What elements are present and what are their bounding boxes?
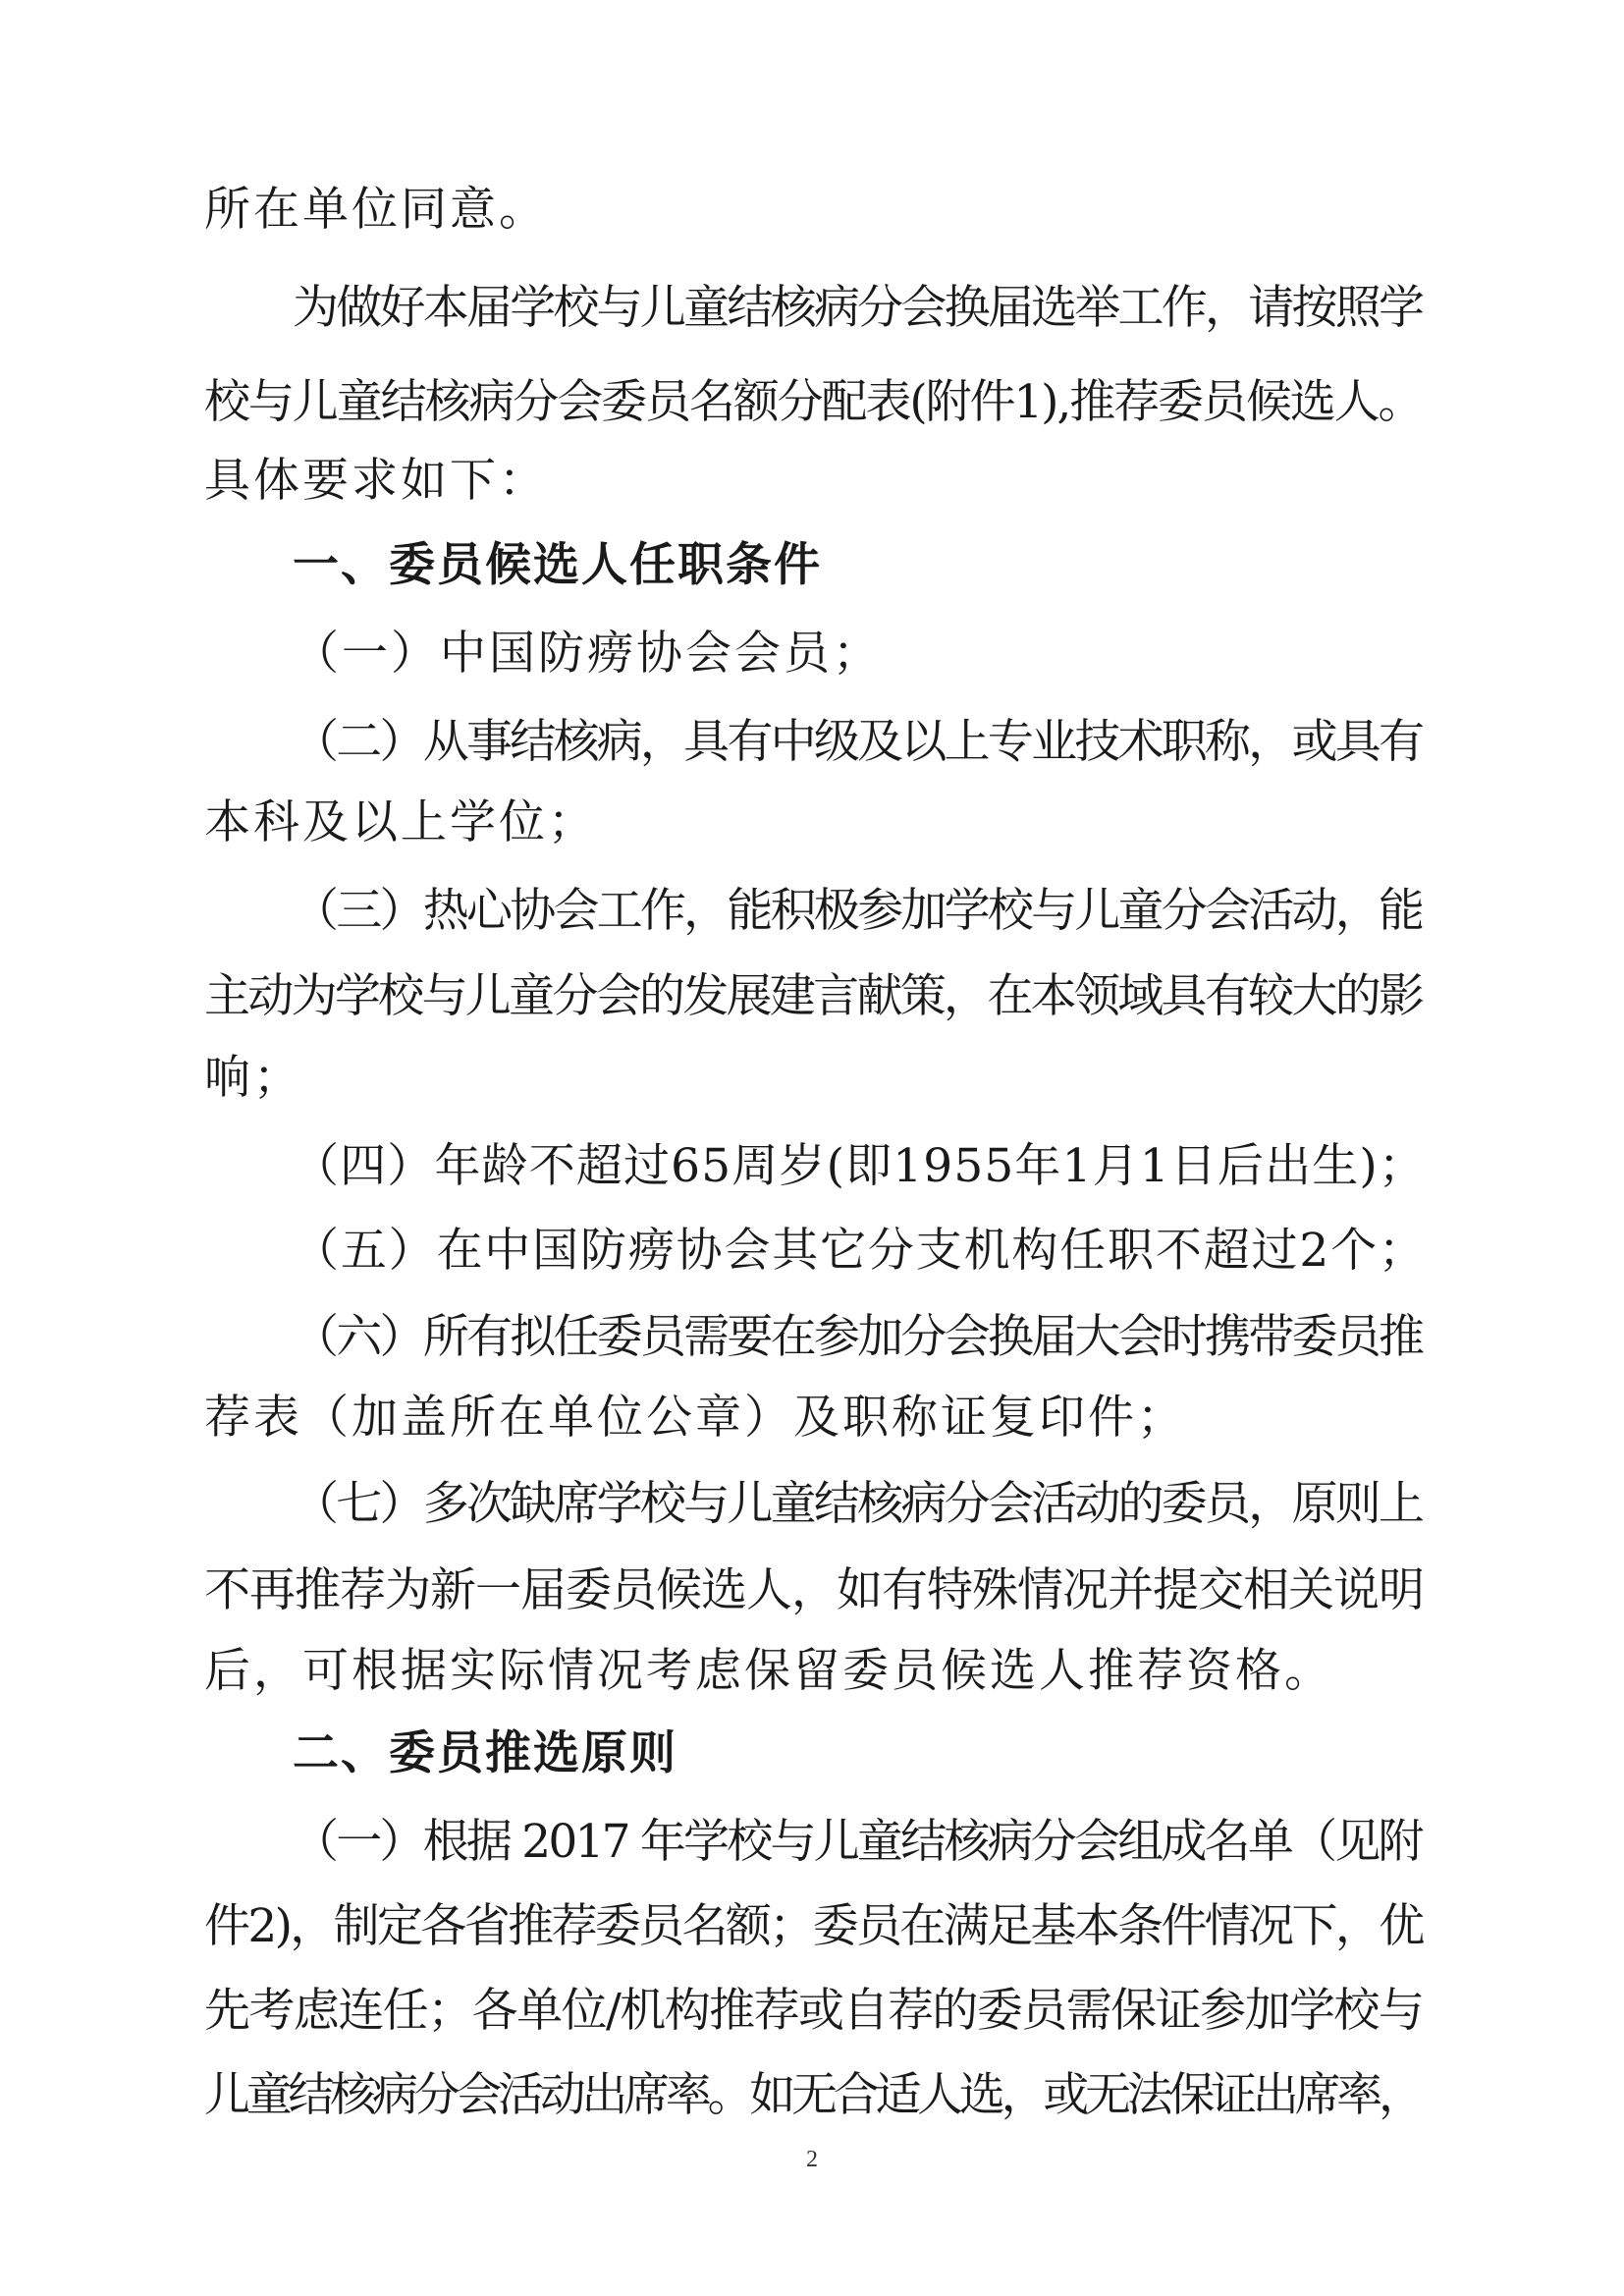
- body-line: （四）年龄不超过65周岁(即1955年1月1日后出生)；: [293, 1139, 1427, 1193]
- body-line: （七）多次缺席学校与儿童结核病分会活动的委员，原则上: [293, 1477, 1423, 1531]
- body-line: （三）热心协会工作，能积极参加学校与儿童分会活动，能: [293, 884, 1423, 938]
- body-line: 荐表（加盖所在单位公章）及职称证复印件；: [204, 1391, 1186, 1445]
- body-line: （一）根据 2017 年学校与儿童结核病分会组成名单（见附: [293, 1815, 1422, 1869]
- body-line: 不再推荐为新一届委员候选人，如有特殊情况并提交相关说明: [204, 1563, 1424, 1617]
- body-line: 主动为学校与儿童分会的发展建言献策，在本领域具有较大的影: [204, 969, 1423, 1023]
- body-line: 所在单位同意。: [204, 183, 548, 237]
- body-line: 儿童结核病分会活动出席率。如无合适人选，或无法保证出席率，: [204, 2068, 1421, 2122]
- body-line: 校与儿童结核病分会委员名额分配表(附件1),推荐委员候选人。: [204, 375, 1423, 429]
- section-heading: 二、委员推选原则: [293, 1726, 677, 1780]
- body-line: （六）所有拟任委员需要在参加分会换届大会时携带委员推: [293, 1310, 1423, 1364]
- body-line: 件2)，制定各省推荐委员名额；委员在满足基本条件情况下，优: [204, 1899, 1423, 1953]
- body-line: 本科及以上学位；: [204, 795, 597, 849]
- page-number: 2: [806, 2147, 818, 2172]
- body-line: （五）在中国防痨协会其它分支机构任职不超过2个；: [293, 1224, 1427, 1278]
- body-line: （一）中国防痨协会会员；: [293, 627, 882, 681]
- body-line: 具体要求如下：: [204, 454, 548, 508]
- body-line: （二）从事结核病，具有中级及以上专业技术职称，或具有: [293, 715, 1423, 769]
- body-line: 后，可根据实际情况考虑保留委员候选人推荐资格。: [204, 1644, 1333, 1698]
- body-line: 为做好本届学校与儿童结核病分会换届选举工作，请按照学: [293, 281, 1423, 335]
- body-line: 响；: [204, 1051, 302, 1105]
- section-heading: 一、委员候选人任职条件: [293, 538, 822, 592]
- body-line: 先考虑连任；各单位/机构推荐或自荐的委员需保证参加学校与: [204, 1984, 1424, 2038]
